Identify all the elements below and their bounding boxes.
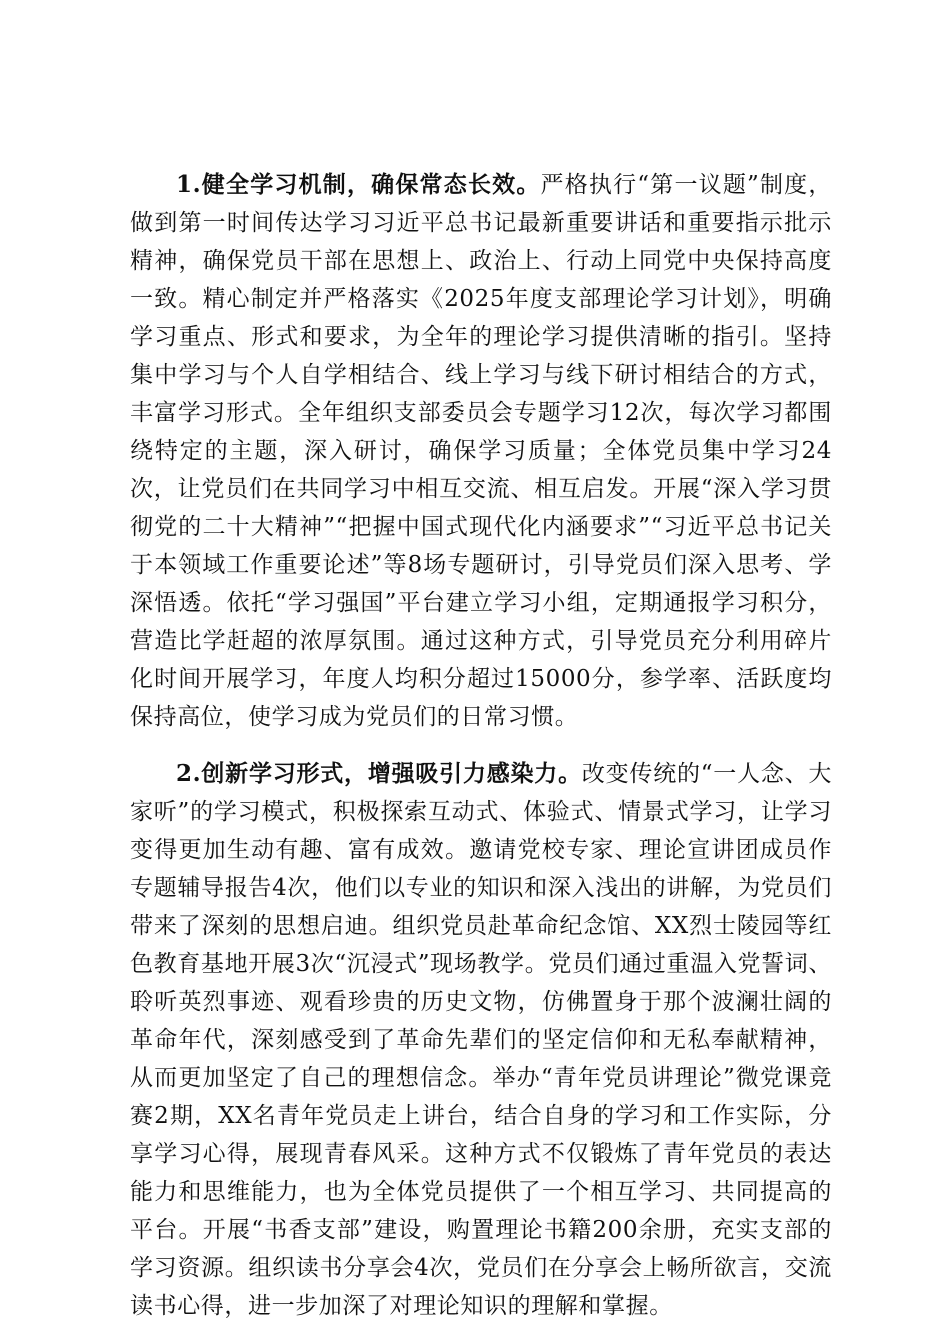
paragraph-learning-mechanism	[130, 166, 832, 736]
paragraph-learning-forms	[130, 755, 832, 1325]
paragraph-heading: 2.创新学习形式，增强吸引力感染力。	[176, 760, 582, 787]
paragraph-body: 严格执行“第一议题”制度，做到第一时间传达学习习近平总书记最新重要讲话和重要指示批示精神，确保党员干部在思想上、政治上、行动上同党中央保持高度一致。精心制定并严格落实《2025年度支部理论学习计划》，明确学习重点、形式和要求，为全年的理论学习提供清晰的指引。坚持集中学习与个人自学相结合、线上学习与线下研讨相结合的方式，丰富学习形式。全年组织支部委员会专题学习12次，每次学习都围绕特定的主题，深入研讨，确保学习质量；全体党员集中学习24次，让党员们在共同学习中相互交流、相互启发。开展“深入学习贯彻党的二十大精神”“把握中国式现代化内涵要求”“习近平总书记关于本领域工作重要论述”等8场专题研讨，引导党员们深入思考、学深悟透。依托“学习强国”平台建立学习小组，定期通报学习积分，营造比学赶超的浓厚氛围。通过这种方式，引导党员充分利用碎片化时间开展学习，年度人均积分超过15000分，参学率、活跃度均保持高位，使学习成为党员们的日常习惯。	[130, 172, 832, 730]
paragraph-body: 改变传统的“一人念、大家听”的学习模式，积极探索互动式、体验式、情景式学习，让学习变得更加生动有趣、富有成效。邀请党校专家、理论宣讲团成员作专题辅导报告4次，他们以专业的知识和深入浅出的讲解，为党员们带来了深刻的思想启迪。组织党员赴革命纪念馆、XX烈士陵园等红色教育基地开展3次“沉浸式”现场教学。党员们通过重温入党誓词、聆听英烈事迹、观看珍贵的历史文物，仿佛置身于那个波澜壮阔的革命年代，深刻感受到了革命先辈们的坚定信仰和无私奉献精神，从而更加坚定了自己的理想信念。举办“青年党员讲理论”微党课竞赛2期，XX名青年党员走上讲台，结合自身的学习和工作实际，分享学习心得，展现青春风采。这种方式不仅锻炼了青年党员的表达能力和思维能力，也为全体党员提供了一个相互学习、共同提高的平台。开展“书香支部”建设，购置理论书籍200余册，充实支部的学习资源。组织读书分享会4次，党员们在分享会上畅所欲言，交流读书心得，进一步加深了对理论知识的理解和掌握。	[130, 761, 833, 1319]
paragraph-heading: 1.健全学习机制，确保常态长效。	[176, 171, 541, 198]
document-page	[130, 166, 832, 1325]
